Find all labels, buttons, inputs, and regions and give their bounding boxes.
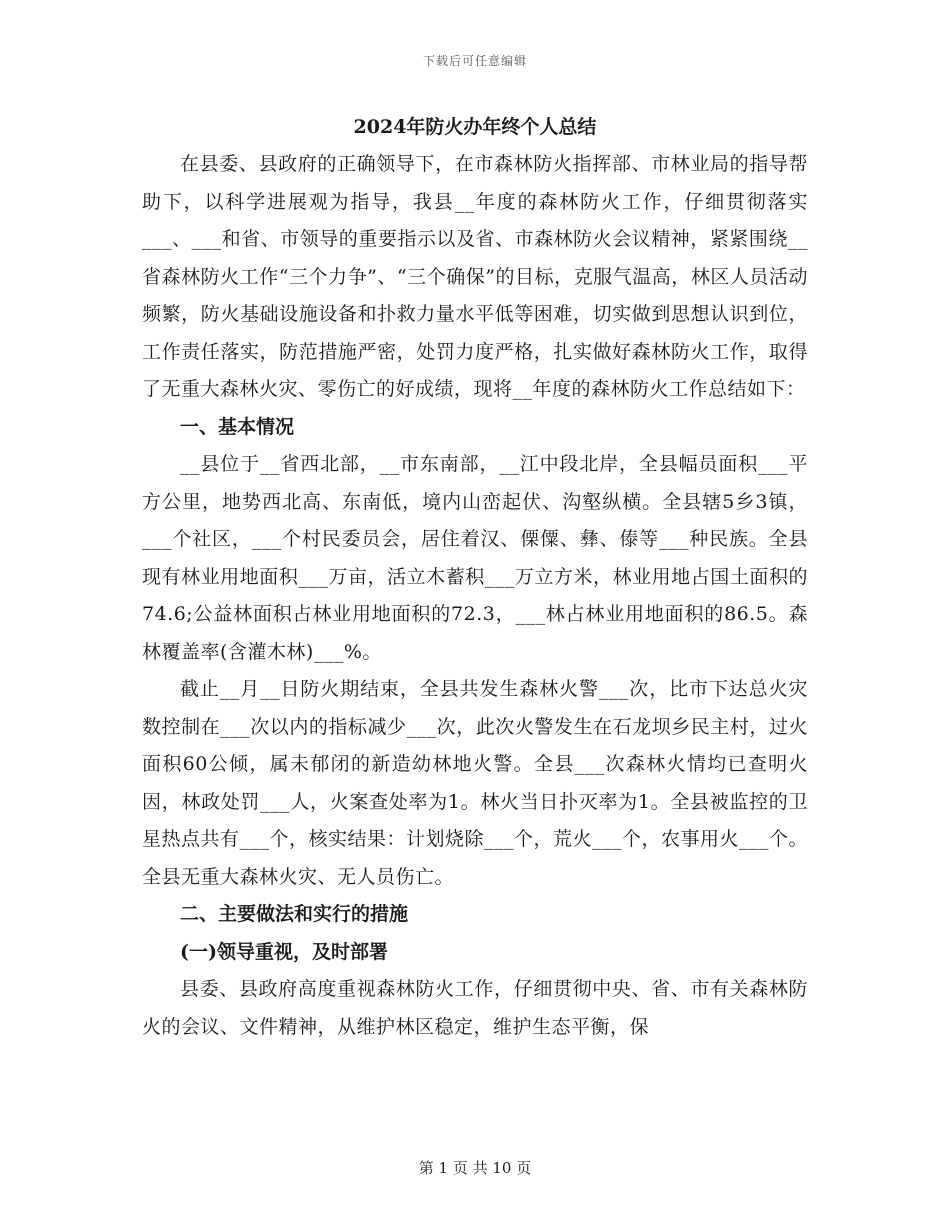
basic-situation-paragraph-2: 截止__月__日防火期结束，全县共发生森林火警___次，比市下达总火灾数控制在___次以内的指标减少___次，此次火警发生在石龙坝乡民主村，过火面积60公倾，属未郁闭的新造幼林地火警。全县___次森林火情均已查明火因，林政处罚___人，火案查处率为1。林火当日扑灭率为1。全县被监控的卫星热点共有___个，核实结果：计划烧除___个，荒火___个，农事用火___个。全县无重大森林火灾、无人员伤亡。 — [142, 678, 809, 888]
basic-situation-paragraph-1: __县位于__省西北部，__市东南部，__江中段北岸，全县幅员面积___平方公里，地势西北高、东南低，境内山峦起伏、沟壑纵横。全县辖5乡3镇，___个社区，___个村民委员会，居住着汉、傈僳、彝、傣等___种民族。全县现有林业用地面积___万亩，活立木蓄积___万立方米，林业用地占国土面积的74.6;公益林面积占林业用地面积的72.3，___林占林业用地面积的86.5。森林覆盖率(含灌木林)___%。 — [142, 453, 808, 663]
document-body — [142, 108, 808, 1046]
section-heading-basic-situation: 一、基本情况 — [180, 415, 295, 438]
page-header-note: 下载后可任意编辑 — [422, 54, 527, 68]
section-heading-main-measures: 二、主要做法和实行的措施 — [180, 903, 409, 925]
subsection-heading-leadership: (一)领导重视，及时部署 — [180, 940, 388, 963]
leadership-paragraph: 县委、县政府高度重视森林防火工作，仔细贯彻中央、省、市有关森林防火的会议、文件精神，从维护林区稳定，维护生态平衡，保 — [142, 978, 808, 1038]
intro-paragraph: 在县委、县政府的正确领导下，在市森林防火指挥部、市林业局的指导帮助下，以科学进展观为指导，我县__年度的森林防火工作，仔细贯彻落实___、___和省、市领导的重要指示以及省、市森林防火会议精神，紧紧围绕__省森林防火工作“三个力争”、“三个确保”的目标，克服气温高，林区人员活动频繁，防火基础设施设备和扑救力量水平低等困难，切实做到思想认识到位，工作责任落实，防范措施严密，处罚力度严格，扎实做好森林防火工作，取得了无重大森林火灾、零伤亡的好成绩，现将__年度的森林防火工作总结如下： — [142, 153, 808, 400]
page-number-footer: 第 1 页 共 10 页 — [418, 1159, 532, 1177]
document-title: 2024年防火办年终个人总结 — [353, 116, 597, 138]
